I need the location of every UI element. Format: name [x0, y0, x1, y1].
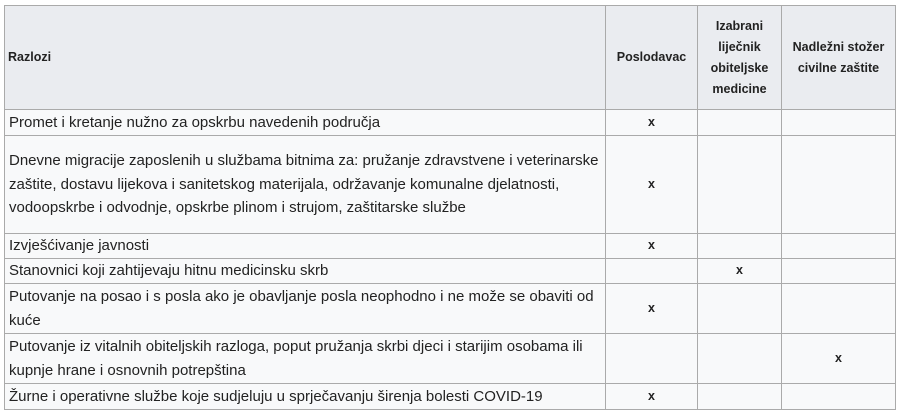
- doctor-mark: [698, 284, 782, 334]
- civil-mark: [782, 259, 896, 284]
- employer-mark: [606, 334, 698, 384]
- doctor-mark: x: [698, 259, 782, 284]
- employer-mark: x: [606, 136, 698, 234]
- table-row: [5, 136, 896, 234]
- header-employer: Poslodavac: [606, 6, 698, 110]
- doctor-mark: [698, 110, 782, 136]
- reason-cell: Putovanje iz vitalnih obiteljskih razloga, poput pružanja skrbi djeci i starijim osobama ili kupnje hrane i osnovnih potrepština: [5, 334, 606, 384]
- employer-mark: x: [606, 284, 698, 334]
- civil-mark: [782, 384, 896, 410]
- header-reasons: Razlozi: [5, 6, 606, 110]
- reason-cell: Putovanje na posao i s posla ako je obavljanje posla neophodno i ne može se obaviti od kuće: [5, 284, 606, 334]
- table-row: [5, 284, 896, 334]
- reason-cell: Dnevne migracije zaposlenih u službama bitnima za: pružanje zdravstvene i veterinarske zaštite, dostavu lijekova i sanitetskog materijala, održavanje komunalne djelatnosti, vodoopskrbe i odvodnje, opskrbe plinom i strujom, zaštitarske službe: [5, 136, 606, 234]
- header-civil-protection: Nadležni stožer civilne zaštite: [782, 6, 896, 110]
- employer-mark: [606, 259, 698, 284]
- doctor-mark: [698, 234, 782, 259]
- header-row: [5, 6, 896, 110]
- civil-mark: [782, 136, 896, 234]
- employer-mark: x: [606, 384, 698, 410]
- doctor-mark: [698, 136, 782, 234]
- header-family-doctor: Izabrani liječnik obiteljske medicine: [698, 6, 782, 110]
- employer-mark: x: [606, 110, 698, 136]
- reason-cell: Stanovnici koji zahtijevaju hitnu medicinsku skrb: [5, 259, 606, 284]
- civil-mark: [782, 110, 896, 136]
- civil-mark: [782, 234, 896, 259]
- table-row: [5, 384, 896, 410]
- employer-mark: x: [606, 234, 698, 259]
- table-row: [5, 259, 896, 284]
- table-row: [5, 110, 896, 136]
- doctor-mark: [698, 384, 782, 410]
- reason-cell: Izvješćivanje javnosti: [5, 234, 606, 259]
- civil-mark: x: [782, 334, 896, 384]
- table-row: [5, 334, 896, 384]
- civil-mark: [782, 284, 896, 334]
- reason-cell: Promet i kretanje nužno za opskrbu navedenih područja: [5, 110, 606, 136]
- reason-cell: Žurne i operativne službe koje sudjeluju u sprječavanju širenja bolesti COVID-19: [5, 384, 606, 410]
- doctor-mark: [698, 334, 782, 384]
- reasons-table: [4, 5, 896, 410]
- table-row: [5, 234, 896, 259]
